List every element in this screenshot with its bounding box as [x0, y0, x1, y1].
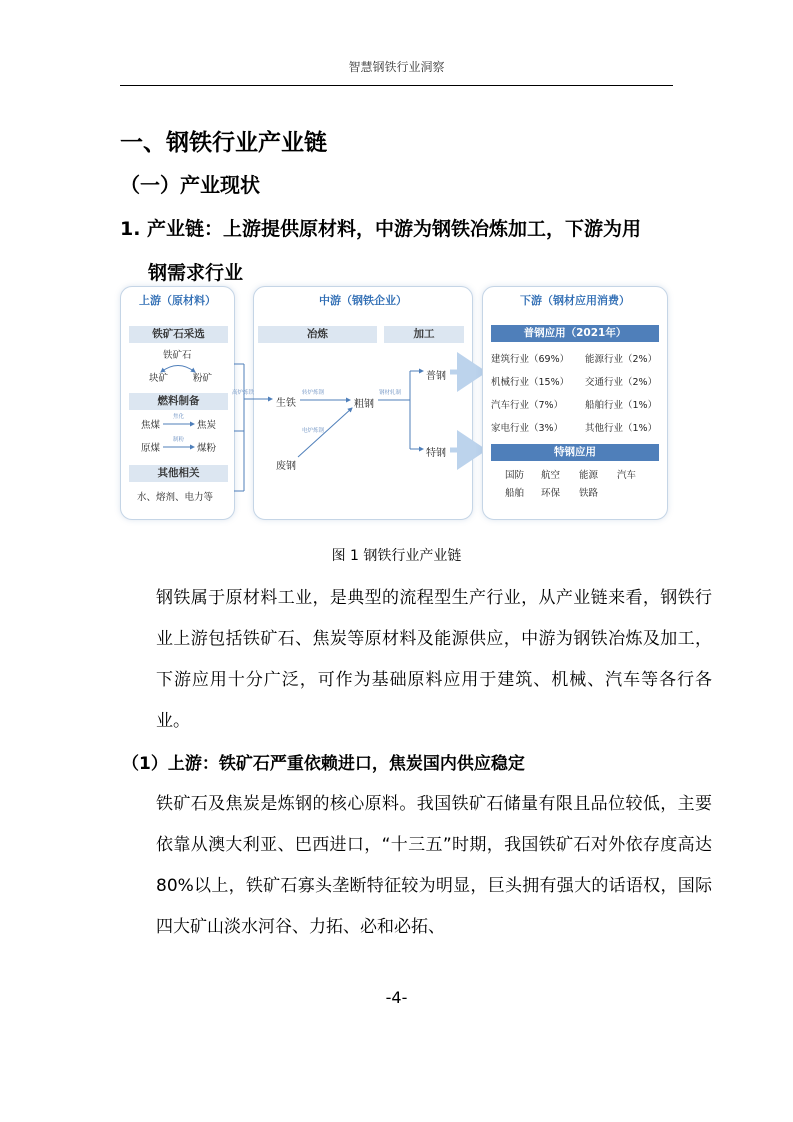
- coking-process-label: 焦化: [173, 414, 185, 420]
- special-item: 国防: [505, 470, 525, 481]
- scrap-steel-label: 废钢: [276, 461, 296, 472]
- subsection-heading-line2: 钢需求行业: [148, 262, 244, 284]
- ordinary-item: 交通行业（2%）: [585, 377, 658, 388]
- paragraph-2: 铁矿石及焦炭是炼钢的核心原料。我国铁矿石储量有限且品位较低，主要依靠从澳大利亚、巴西进口，“十三五”时期，我国铁矿石对外依存度高达 80%以上，铁矿石寡头垄断特征较为明显，巨头拥有强大的话语权，国际四大矿山淡水河谷、力拓、必和必拓、: [156, 794, 712, 937]
- other-items-label: 水、熔剂、电力等: [137, 492, 214, 503]
- special-item: 环保: [541, 488, 561, 499]
- rolling-label: 钢材轧制: [379, 390, 402, 396]
- special-item: 能源: [579, 470, 599, 481]
- header-divider: [120, 85, 673, 86]
- blast-furnace-label: 高炉炼铁: [232, 390, 255, 396]
- ordinary-item: 机械行业（15%）: [491, 377, 570, 388]
- subsection-heading-line1: 1. 产业链：上游提供原材料，中游为钢铁冶炼加工，下游为用: [120, 218, 642, 240]
- page-number: -4-: [385, 988, 408, 1007]
- fuel-header: 燃料制备: [129, 393, 228, 410]
- iron-ore-label: 铁矿石: [163, 350, 192, 361]
- special-item: 铁路: [579, 488, 599, 499]
- upstream-title: 上游（原材料）: [139, 294, 216, 307]
- crude-steel-label: 粗钢: [354, 399, 374, 410]
- electric-furnace-label: 电炉炼钢: [302, 428, 325, 434]
- section-heading: （一）产业现状: [120, 173, 260, 197]
- subsection-heading: [120, 207, 680, 295]
- converter-label: 转炉炼钢: [302, 390, 325, 396]
- coking-coal-label: 焦煤: [141, 420, 161, 431]
- coke-label: 焦炭: [197, 420, 217, 431]
- special-item: 船舶: [505, 488, 525, 499]
- upstream-heading: （1）上游：铁矿石严重依赖进口，焦炭国内供应稳定: [122, 754, 525, 774]
- pig-iron-label: 生铁: [276, 398, 296, 409]
- coal-powder-label: 煤粉: [197, 443, 217, 454]
- figure-caption: 图 1 钢铁行业产业链: [331, 548, 462, 564]
- chapter-heading: 一、钢铁行业产业链: [120, 130, 327, 156]
- industry-chain-diagram: [120, 286, 668, 522]
- processing-header: 加工: [384, 326, 464, 343]
- ordinary-item: 建筑行业（69%）: [491, 354, 570, 365]
- smelting-header: 冶炼: [258, 326, 377, 343]
- fine-ore-label: 粉矿: [193, 373, 213, 384]
- ordinary-item: 其他行业（1%）: [585, 423, 658, 434]
- downstream-panel: [482, 286, 668, 520]
- paragraph-1: 钢铁属于原材料工业，是典型的流程型生产行业，从产业链来看，钢铁行业上游包括铁矿石、焦炭等原材料及能源供应，中游为钢铁冶炼及加工，下游应用十分广泛，可作为基础原料应用于建筑、机械、汽车等各行各业。: [156, 588, 712, 731]
- ordinary-item: 汽车行业（7%）: [491, 400, 564, 411]
- ordinary-item: 能源行业（2%）: [585, 354, 658, 365]
- ordinary-item: 船舶行业（1%）: [585, 400, 658, 411]
- midstream-title: 中游（钢铁企业）: [319, 294, 407, 307]
- ordinary-steel-label: 普钢: [426, 371, 446, 382]
- lump-ore-label: 块矿: [149, 373, 169, 384]
- raw-coal-label: 原煤: [141, 443, 161, 454]
- special-steel-applications-header: 特钢应用: [491, 444, 659, 461]
- grinding-process-label: 制粉: [173, 437, 185, 443]
- running-header: 智慧钢铁行业洞察: [348, 60, 445, 74]
- ore-header: 铁矿石采选: [129, 326, 228, 343]
- ordinary-item: 家电行业（3%）: [491, 423, 564, 434]
- special-steel-label: 特钢: [426, 448, 446, 459]
- ordinary-steel-applications-header: 普钢应用（2021年）: [491, 325, 659, 342]
- downstream-title: 下游（钢材应用消费）: [520, 294, 630, 307]
- other-header: 其他相关: [129, 465, 228, 482]
- special-item: 航空: [541, 470, 561, 481]
- special-item: 汽车: [617, 470, 637, 481]
